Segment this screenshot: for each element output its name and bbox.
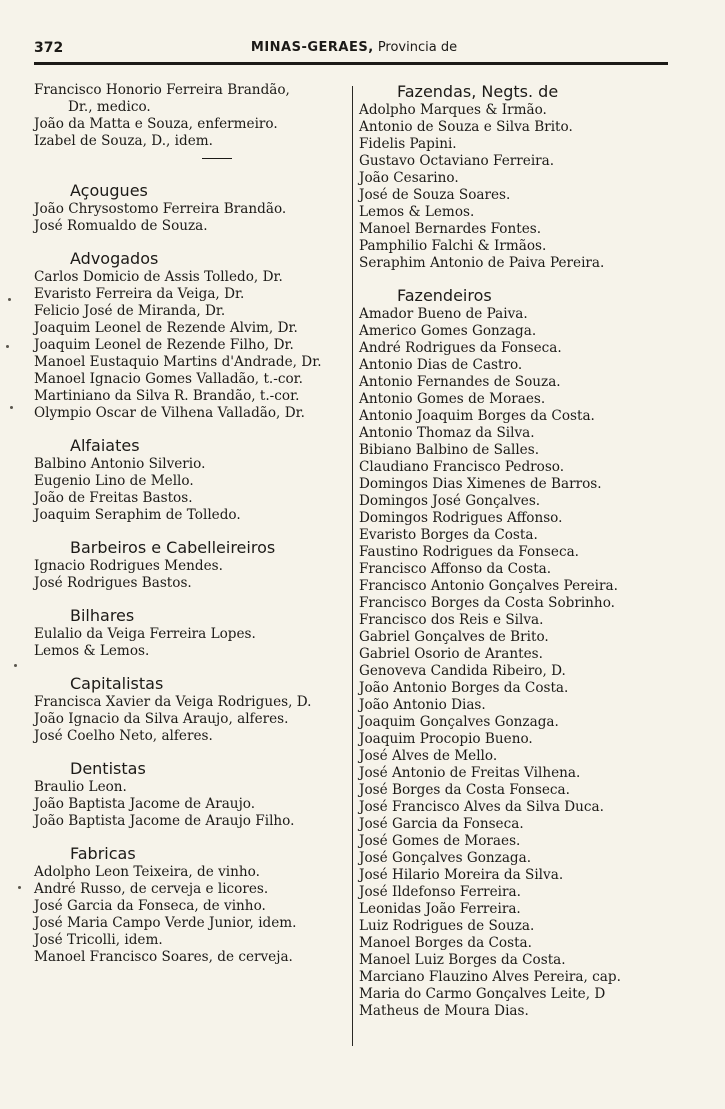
list-item: Manoel Francisco Soares, de cerveja. — [34, 949, 293, 965]
list-item: José Garcia da Fonseca, de vinho. — [34, 898, 266, 914]
list-item: Joaquim Gonçalves Gonzaga. — [359, 714, 559, 730]
fazendas-list — [359, 102, 679, 272]
list-item: Antonio de Souza e Silva Brito. — [359, 119, 573, 135]
section-heading-alfaiates: Alfaiates — [70, 436, 140, 455]
list-item: Felicio José de Miranda, Dr. — [34, 303, 226, 319]
section-heading-advogados: Advogados — [70, 249, 159, 268]
running-title-province: MINAS-GERAES, — [250, 40, 374, 55]
list-item: Claudiano Francisco Pedroso. — [359, 459, 565, 475]
list-item: João Baptista Jacome de Araujo. — [34, 796, 256, 812]
list-item: Domingos Dias Ximenes de Barros. — [359, 476, 602, 492]
list-item: Carlos Domicio de Assis Tolledo, Dr. — [34, 269, 283, 285]
list-item: Luiz Rodrigues de Souza. — [359, 918, 535, 934]
list-item: João Chrysostomo Ferreira Brandão. — [34, 201, 287, 217]
print-speck — [8, 298, 11, 301]
print-speck — [6, 345, 9, 348]
list-item: Maria do Carmo Gonçalves Leite, D — [359, 986, 606, 1002]
list-item: João Baptista Jacome de Araujo Filho. — [34, 813, 295, 829]
list-item: João Antonio Borges da Costa. — [359, 680, 569, 696]
list-item: Martiniano da Silva R. Brandão, t.-cor. — [34, 388, 300, 404]
list-item: Faustino Rodrigues da Fonseca. — [359, 544, 579, 560]
list-item: José Francisco Alves da Silva Duca. — [359, 799, 604, 815]
list-item: André Rodrigues da Fonseca. — [359, 340, 562, 356]
list-item: José Maria Campo Verde Junior, idem. — [34, 915, 297, 931]
list-item: Francisco Borges da Costa Sobrinho. — [359, 595, 615, 611]
list-item: José Tricolli, idem. — [34, 932, 163, 948]
list-item: Francisco Affonso da Costa. — [359, 561, 552, 577]
list-item: Pamphilio Falchi & Irmãos. — [359, 238, 547, 254]
list-item: José de Souza Soares. — [359, 187, 511, 203]
list-item: Antonio Thomaz da Silva. — [359, 425, 535, 441]
left-column — [34, 82, 350, 966]
list-item: Amador Bueno de Paiva. — [359, 306, 528, 322]
header-rule — [34, 62, 668, 65]
list-item: José Alves de Mello. — [359, 748, 498, 764]
list-item: João Antonio Dias. — [359, 697, 486, 713]
list-item: Ignacio Rodrigues Mendes. — [34, 558, 223, 574]
print-speck — [14, 664, 17, 667]
list-item: Manoel Borges da Costa. — [359, 935, 532, 951]
running-title — [34, 40, 674, 55]
list-item: Americo Gomes Gonzaga. — [359, 323, 537, 339]
section-heading-capitalistas: Capitalistas — [70, 674, 164, 693]
list-item: Francisco Honorio Ferreira Brandão, — [34, 82, 290, 98]
page-header — [34, 38, 674, 60]
section-heading-fabricas: Fabricas — [70, 844, 136, 863]
list-item: Olympio Oscar de Vilhena Valladão, Dr. — [34, 405, 305, 421]
list-item: José Gonçalves Gonzaga. — [359, 850, 532, 866]
running-title-rest: Provincia de — [377, 40, 458, 55]
list-item: Gabriel Osorio de Arantes. — [359, 646, 543, 662]
list-item: Joaquim Leonel de Rezende Filho, Dr. — [34, 337, 294, 353]
list-item: José Borges da Costa Fonseca. — [359, 782, 570, 798]
column-divider — [352, 86, 353, 1046]
list-item: José Rodrigues Bastos. — [34, 575, 192, 591]
list-item: Joaquim Leonel de Rezende Alvim, Dr. — [34, 320, 298, 336]
list-item: Eulalio da Veiga Ferreira Lopes. — [34, 626, 256, 642]
list-item: João Cesarino. — [359, 170, 459, 186]
section-heading-fazendas — [359, 82, 679, 102]
list-item: Dr., medico. — [68, 99, 151, 115]
list-item: Lemos & Lemos. — [359, 204, 475, 220]
list-item: Joaquim Procopio Bueno. — [359, 731, 533, 747]
list-item: José Romualdo de Souza. — [34, 218, 208, 234]
list-item: Adolpho Leon Teixeira, de vinho. — [34, 864, 260, 880]
list-item: Francisco dos Reis e Silva. — [359, 612, 544, 628]
list-item: Antonio Fernandes de Souza. — [359, 374, 561, 390]
list-item: Adolpho Marques & Irmão. — [359, 102, 547, 118]
list-item: Francisca Xavier da Veiga Rodrigues, D. — [34, 694, 312, 710]
list-item: Antonio Joaquim Borges da Costa. — [359, 408, 595, 424]
list-item: Domingos José Gonçalves. — [359, 493, 541, 509]
section-heading-barbeiros: Barbeiros e Cabelleireiros — [70, 538, 276, 557]
list-item: Eugenio Lino de Mello. — [34, 473, 194, 489]
section-heading-bilhares: Bilhares — [70, 606, 135, 625]
section-separator — [202, 158, 232, 159]
list-item: José Garcia da Fonseca. — [359, 816, 524, 832]
list-item: José Coelho Neto, alferes. — [34, 728, 213, 744]
list-item: Genoveva Candida Ribeiro, D. — [359, 663, 566, 679]
list-item: Fidelis Papini. — [359, 136, 457, 152]
list-item: Francisco Antonio Gonçalves Pereira. — [359, 578, 618, 594]
list-item: Domingos Rodrigues Affonso. — [359, 510, 563, 526]
list-item: Gabriel Gonçalves de Brito. — [359, 629, 549, 645]
section-heading-acougues: Açougues — [70, 181, 148, 200]
print-speck — [18, 886, 21, 889]
list-item: João Ignacio da Silva Araujo, alferes. — [34, 711, 289, 727]
list-item: Evaristo Borges da Costa. — [359, 527, 538, 543]
list-item: Bibiano Balbino de Salles. — [359, 442, 540, 458]
print-speck — [10, 406, 13, 409]
list-item: Manoel Luiz Borges da Costa. — [359, 952, 566, 968]
fazendeiros-list — [359, 306, 679, 1020]
page-number: 372 — [34, 40, 64, 56]
list-item: Leonidas João Ferreira. — [359, 901, 521, 917]
list-item: José Gomes de Moraes. — [359, 833, 521, 849]
list-item: José Antonio de Freitas Vilhena. — [359, 765, 581, 781]
list-item: Antonio Dias de Castro. — [359, 357, 523, 373]
list-item: Manoel Bernardes Fontes. — [359, 221, 542, 237]
list-item: Evaristo Ferreira da Veiga, Dr. — [34, 286, 245, 302]
list-item: Antonio Gomes de Moraes. — [359, 391, 546, 407]
list-item: Balbino Antonio Silverio. — [34, 456, 206, 472]
list-item: Marciano Flauzino Alves Pereira, cap. — [359, 969, 621, 985]
list-item: José Hilario Moreira da Silva. — [359, 867, 564, 883]
list-item: André Russo, de cerveja e licores. — [34, 881, 269, 897]
list-item: Matheus de Moura Dias. — [359, 1003, 529, 1019]
right-column — [355, 82, 679, 1020]
list-item: Seraphim Antonio de Paiva Pereira. — [359, 255, 605, 271]
list-item: Lemos & Lemos. — [34, 643, 150, 659]
section-heading-fazendas-tail: de — [538, 82, 559, 101]
list-item: Joaquim Seraphim de Tolledo. — [34, 507, 241, 523]
list-item: Manoel Ignacio Gomes Valladão, t.-cor. — [34, 371, 303, 387]
list-item: João da Matta e Souza, enfermeiro. — [34, 116, 278, 132]
section-heading-fazendas-main: Fazendas, Negts. — [397, 82, 534, 101]
list-item: Manoel Eustaquio Martins d'Andrade, Dr. — [34, 354, 322, 370]
list-item: João de Freitas Bastos. — [34, 490, 193, 506]
list-item: Braulio Leon. — [34, 779, 127, 795]
list-item: Izabel de Souza, D., idem. — [34, 133, 213, 149]
list-item: José Ildefonso Ferreira. — [359, 884, 521, 900]
section-heading-fazendeiros: Fazendeiros — [397, 286, 492, 305]
section-heading-dentistas: Dentistas — [70, 759, 146, 778]
list-item: Gustavo Octaviano Ferreira. — [359, 153, 555, 169]
